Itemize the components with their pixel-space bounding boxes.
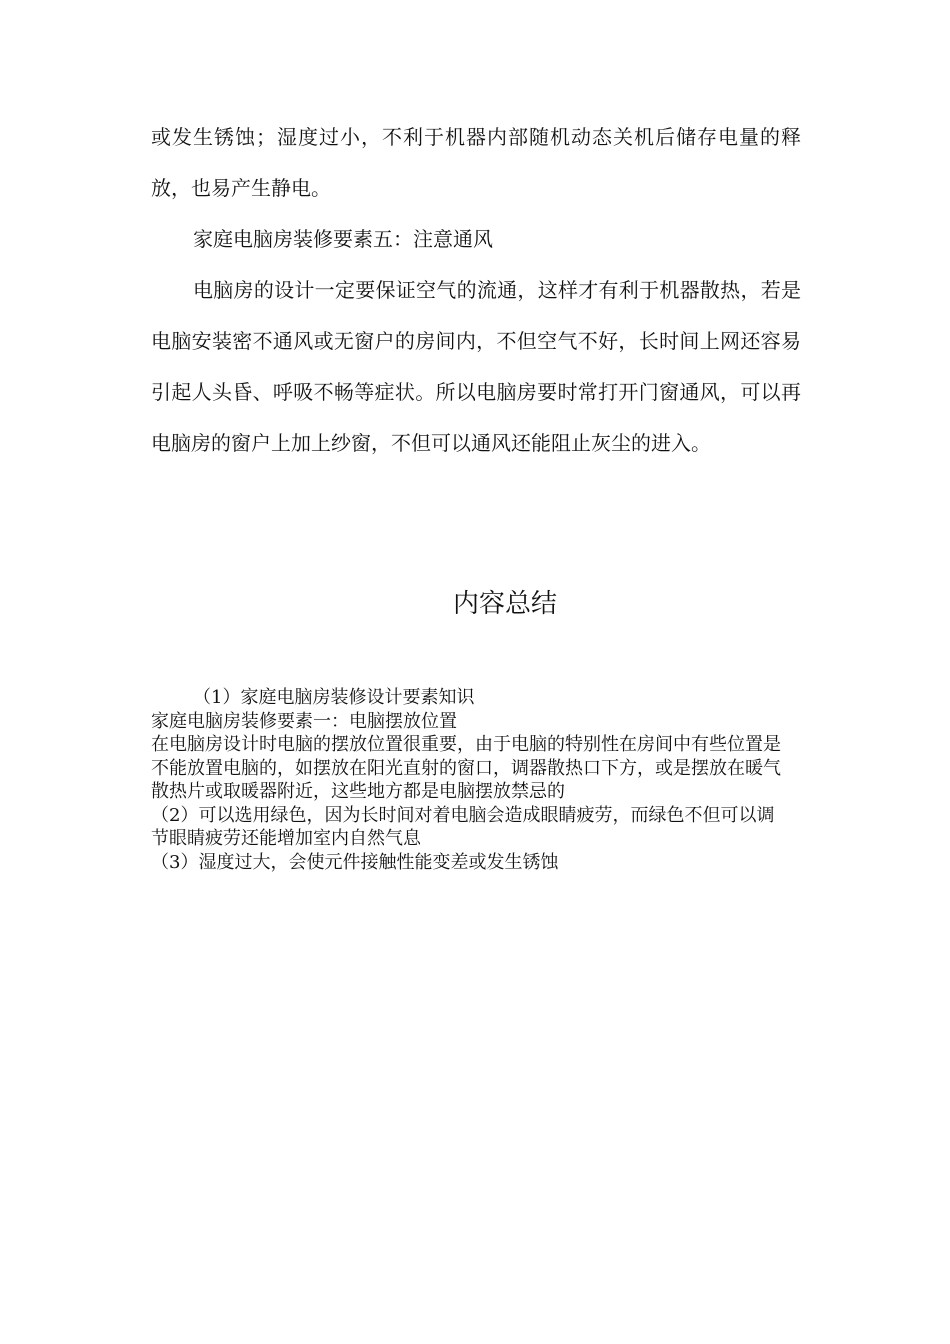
summary-block xyxy=(151,686,791,874)
paragraph-continuation: 或发生锈蚀；湿度过小，不利于机器内部随机动态关机后储存电量的释放，也易产生静电。 xyxy=(151,125,801,200)
section-heading-ventilation: 家庭电脑房装修要素五：注意通风 xyxy=(193,227,493,251)
summary-line: （1）家庭电脑房装修设计要素知识 xyxy=(193,687,475,708)
summary-line: 在电脑房设计时电脑的摆放位置很重要，由于电脑的特别性在房间中有些位置是不能放置电脑的，如摆放在阳光直射的窗口，调器散热口下方，或是摆放在暖气散热片或取暖器附近，这些地方都是电脑摆放禁忌的 xyxy=(151,734,781,802)
summary-line: 家庭电脑房装修要素一：电脑摆放位置 xyxy=(151,710,457,732)
paragraph-ventilation: 电脑房的设计一定要保证空气的流通，这样才有利于机器散热，若是电脑安装密不通风或无窗户的房间内，不但空气不好，长时间上网还容易引起人头昏、呼吸不畅等症状。所以电脑房要时常打开门窗通风，可以再电脑房的窗户上加上纱窗，不但可以通风还能阻止灰尘的进入。 xyxy=(151,278,801,455)
summary-line: （2）可以选用绿色，因为长时间对着电脑会造成眼睛疲劳，而绿色不但可以调节眼睛疲劳还能增加室内自然气息 xyxy=(151,804,775,849)
summary-line: （3）湿度过大，会使元件接触性能变差或发生锈蚀 xyxy=(151,851,559,873)
body-text xyxy=(151,112,801,469)
summary-title: 内容总结 xyxy=(452,589,557,619)
